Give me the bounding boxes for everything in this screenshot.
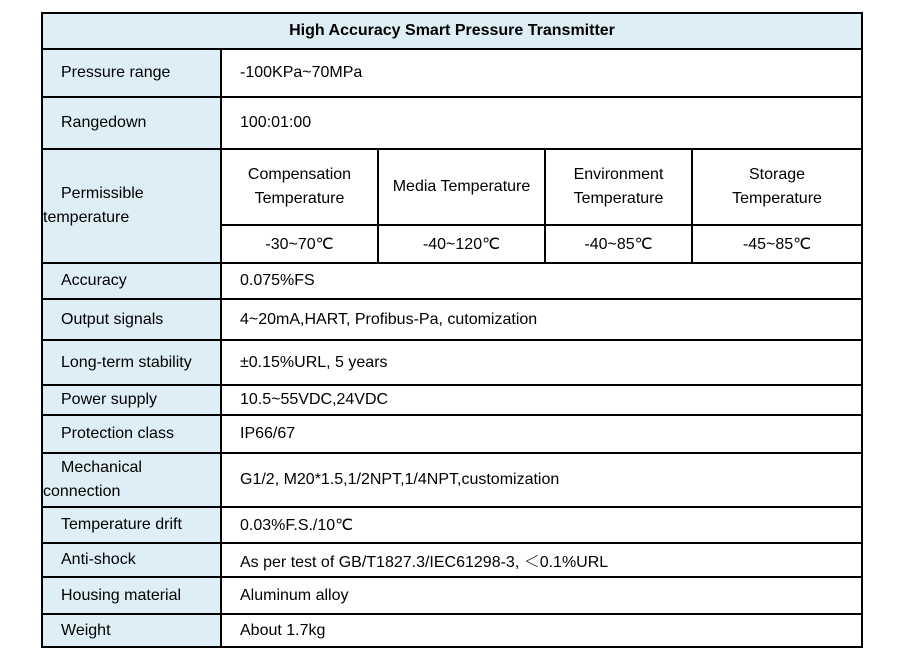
table-row [42, 577, 862, 614]
permissible-temperature-label-line1: Permissible [61, 185, 144, 202]
long-term-stability-label: Long-term stability [42, 340, 221, 385]
pressure-range-value: -100KPa~70MPa [221, 49, 862, 97]
media-temperature-heading: Media Temperature [378, 149, 545, 225]
table-row [42, 97, 862, 149]
media-temperature-value: -40~120℃ [378, 225, 545, 263]
housing-material-value: Aluminum alloy [221, 577, 862, 614]
compensation-temperature-heading: Compensation Temperature [221, 149, 378, 225]
accuracy-value: 0.075%FS [221, 263, 862, 299]
table-row [42, 49, 862, 97]
environment-temperature-heading: Environment Temperature [545, 149, 692, 225]
title-row [42, 13, 862, 49]
power-supply-label: Power supply [42, 385, 221, 415]
table-row [42, 543, 862, 577]
pressure-range-label: Pressure range [42, 49, 221, 97]
storage-temperature-heading: Storage Temperature [692, 149, 862, 225]
anti-shock-value: As per test of GB/T1827.3/IEC61298-3, ＜0.1%URL [221, 543, 862, 577]
accuracy-label: Accuracy [42, 263, 221, 299]
power-supply-value: 10.5~55VDC,24VDC [221, 385, 862, 415]
weight-value: About 1.7kg [221, 614, 862, 647]
output-signals-value: 4~20mA,HART, Profibus-Pa, cutomization [221, 299, 862, 340]
mechanical-connection-label-line2: connection [43, 483, 121, 500]
table-row [42, 614, 862, 647]
environment-temperature-value: -40~85℃ [545, 225, 692, 263]
table-row [42, 149, 862, 225]
permissible-temperature-label [42, 149, 221, 263]
long-term-stability-value: ±0.15%URL, 5 years [221, 340, 862, 385]
weight-label: Weight [42, 614, 221, 647]
permissible-temperature-label-line2: temperature [43, 209, 130, 226]
table-row [42, 415, 862, 453]
table-row [42, 385, 862, 415]
output-signals-label: Output signals [42, 299, 221, 340]
temperature-drift-value: 0.03%F.S./10℃ [221, 507, 862, 543]
temperature-drift-label: Temperature drift [42, 507, 221, 543]
spec-table [41, 12, 863, 648]
housing-material-label: Housing material [42, 577, 221, 614]
table-row [42, 340, 862, 385]
protection-class-value: IP66/67 [221, 415, 862, 453]
mechanical-connection-value: G1/2, M20*1.5,1/2NPT,1/4NPT,customization [221, 453, 862, 507]
table-row [42, 453, 862, 507]
rangedown-label: Rangedown [42, 97, 221, 149]
table-row [42, 299, 862, 340]
compensation-temperature-value: -30~70℃ [221, 225, 378, 263]
table-row [42, 263, 862, 299]
mechanical-connection-label-line1: Mechanical [61, 459, 142, 476]
rangedown-value: 100:01:00 [221, 97, 862, 149]
table-title: High Accuracy Smart Pressure Transmitter [42, 13, 862, 49]
protection-class-label: Protection class [42, 415, 221, 453]
table-row [42, 507, 862, 543]
mechanical-connection-label [42, 453, 221, 507]
storage-temperature-value: -45~85℃ [692, 225, 862, 263]
anti-shock-label: Anti-shock [42, 543, 221, 577]
